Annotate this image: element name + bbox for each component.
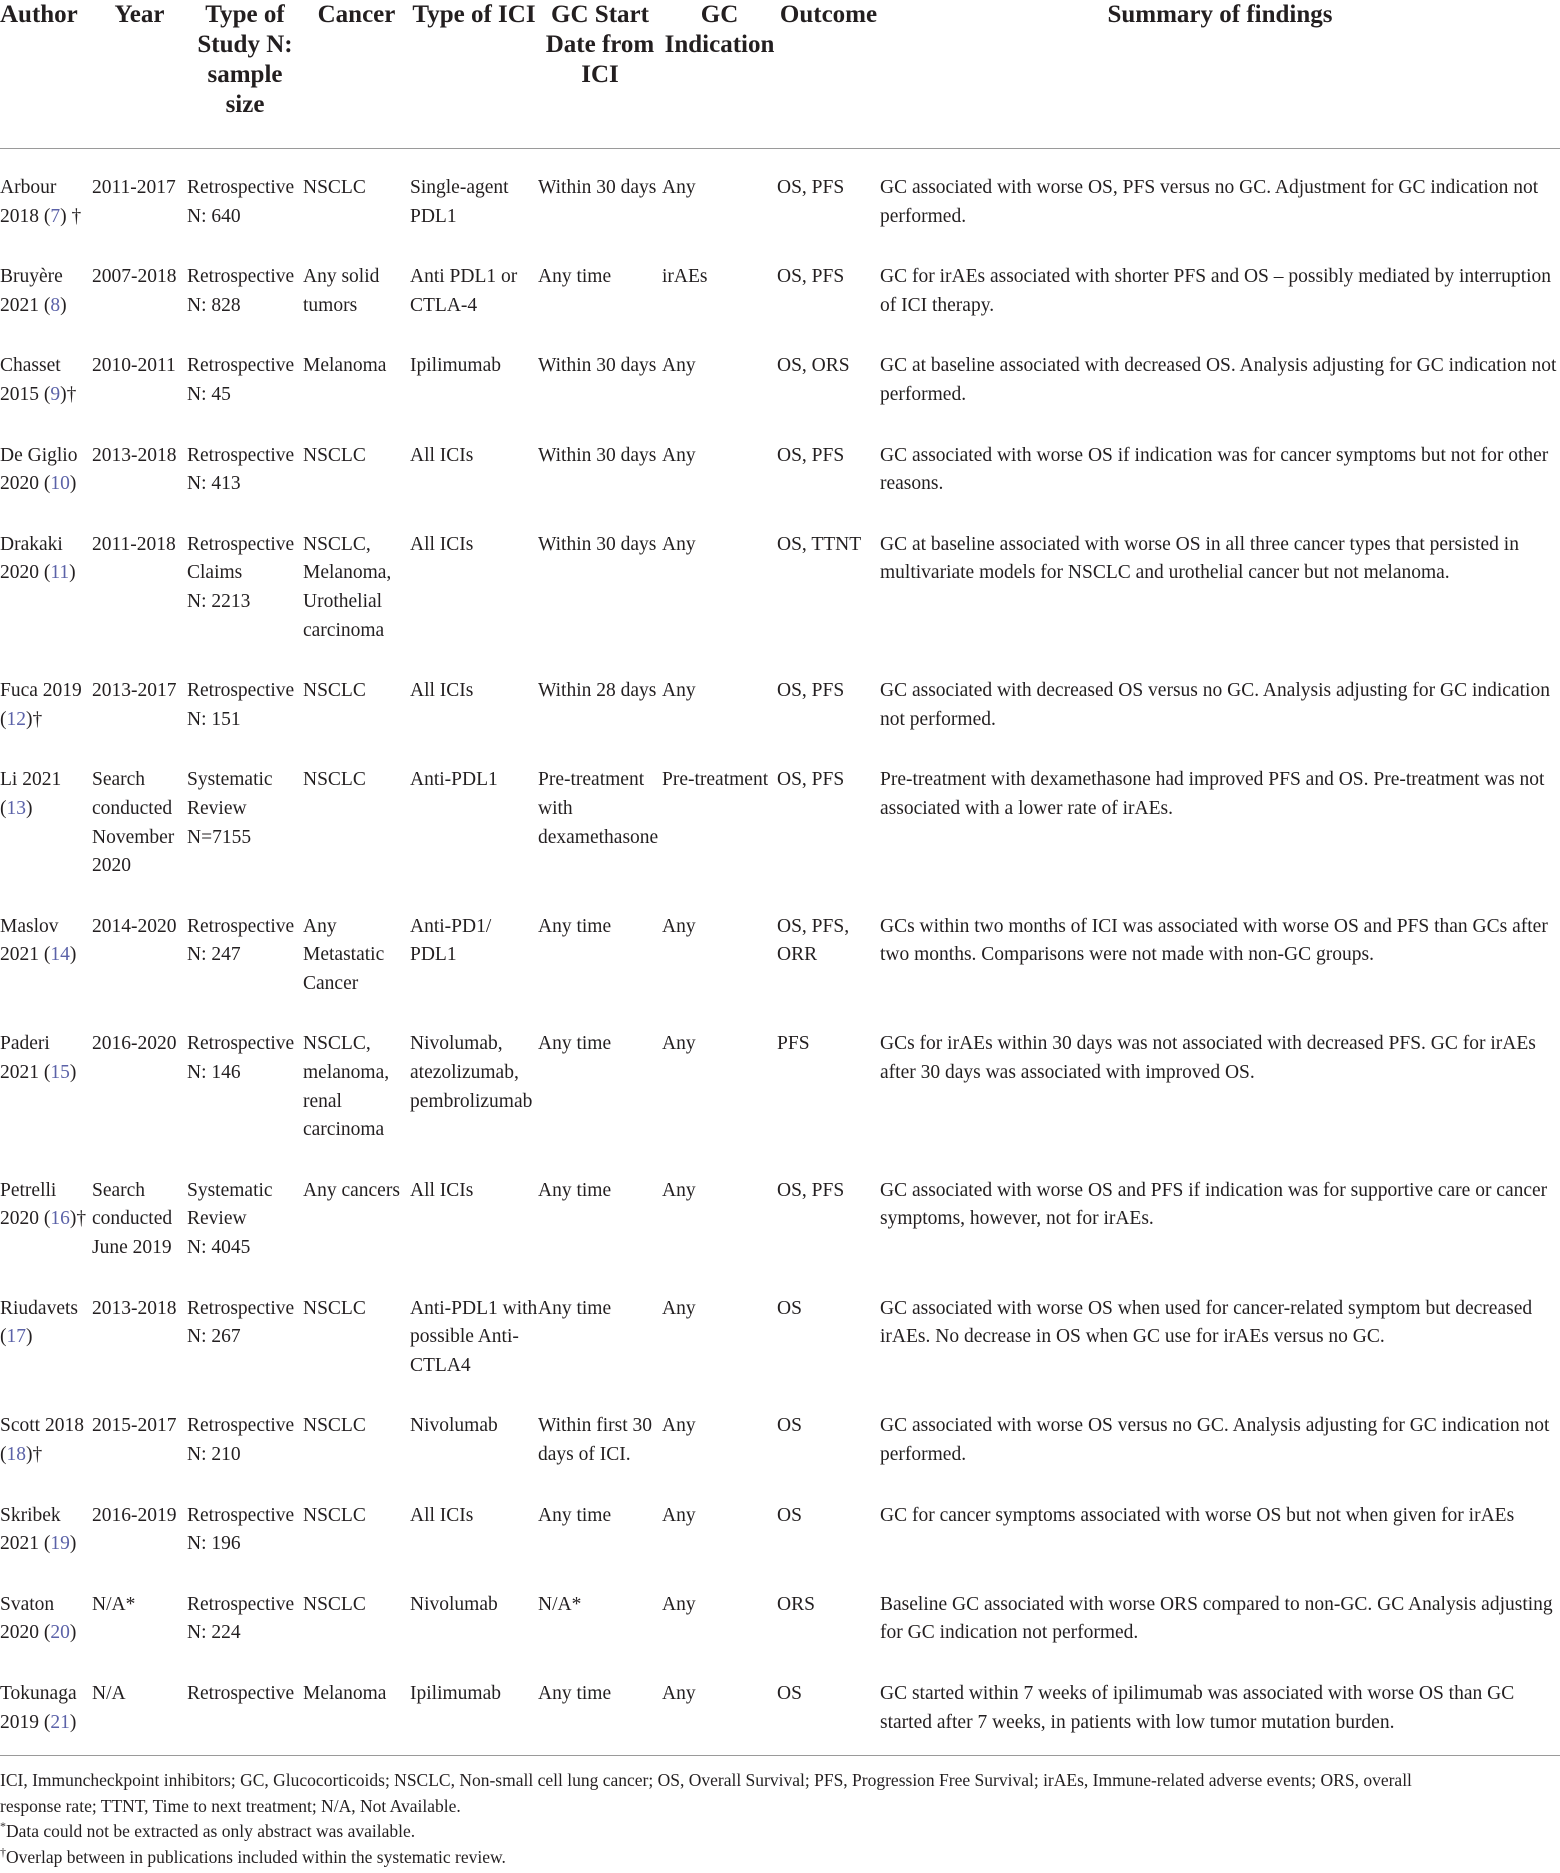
study-line: Retrospective xyxy=(187,177,295,198)
reference-link[interactable]: 8 xyxy=(50,294,61,316)
cell-year: N/A* xyxy=(92,1593,136,1615)
cell-ici: All ICIs xyxy=(410,1504,474,1526)
cell-start: Any time xyxy=(538,1682,612,1704)
reference-link[interactable]: 18 xyxy=(6,1444,26,1465)
cell-year: Search conducted June 2019 xyxy=(92,1179,173,1259)
footnote-dagger-text: Overlap between in publications included within the systematic review. xyxy=(6,1846,506,1867)
cell-study xyxy=(187,1155,303,1273)
cell-year: 2013-2018 xyxy=(92,444,177,466)
author-name: Arbour 2018 xyxy=(0,177,57,227)
author-name: Skribek 2021 xyxy=(0,1504,61,1555)
reference-link[interactable]: 20 xyxy=(50,1622,70,1644)
study-line: Retrospective xyxy=(187,1682,295,1704)
header-ici: Type of ICI xyxy=(412,1,536,28)
cell-cancer: NSCLC xyxy=(303,177,366,198)
cell-summary: GC for cancer symptoms associated with worse OS but not when given for irAEs xyxy=(880,1504,1515,1526)
cell-start: Within 30 days xyxy=(538,177,657,198)
star-mark: * xyxy=(0,1819,6,1834)
cell-cancer: NSCLC xyxy=(303,1593,366,1615)
cell-author: Tokunaga 2019 (21) xyxy=(0,1682,77,1733)
cell-indication: Any xyxy=(662,1504,696,1526)
reference-link[interactable]: 11 xyxy=(50,562,70,584)
reference-link[interactable]: 21 xyxy=(50,1711,70,1733)
overlap-mark: † xyxy=(66,383,77,405)
cell-start: Within 30 days xyxy=(538,444,657,466)
study-line: N: 146 xyxy=(187,1062,241,1084)
cell-indication: Any xyxy=(662,177,696,198)
cell-indication: Any xyxy=(662,355,696,377)
header-cancer: Cancer xyxy=(317,1,396,28)
footnotes xyxy=(0,1756,1460,1870)
reference-link[interactable]: 9 xyxy=(50,383,61,405)
cell-ici: Ipilimumab xyxy=(410,1682,501,1704)
cell-summary: GC for irAEs associated with shorter PFS and OS – possibly mediated by interruption of ICI therapy. xyxy=(880,266,1552,316)
study-line: Retrospective xyxy=(187,444,295,466)
cell-ici: Anti-PDL1 with possible Anti-CTLA4 xyxy=(410,1297,538,1376)
table-row xyxy=(0,1273,1560,1391)
reference-link[interactable]: 12 xyxy=(6,708,26,730)
cell-outcome: OS, PFS xyxy=(777,177,845,198)
cell-indication: Any xyxy=(662,1033,696,1055)
study-line: Retrospective xyxy=(187,680,295,702)
cell-indication: Any xyxy=(662,1415,696,1437)
overlap-mark: † xyxy=(32,708,43,730)
cell-start: Any time xyxy=(538,1504,612,1526)
cell-study xyxy=(187,1658,303,1756)
cell-author: Scott 2018 (18)† xyxy=(0,1415,84,1465)
cell-study xyxy=(187,744,303,890)
reference-link[interactable]: 10 xyxy=(50,473,70,495)
author-name: Riudavets xyxy=(0,1297,78,1319)
cell-summary: GCs for irAEs within 30 days was not associated with decreased PFS. GC for irAEs after 30 days was associated with improved OS. xyxy=(880,1033,1536,1084)
study-line: Retrospective xyxy=(187,1033,295,1055)
study-line: Retrospective xyxy=(187,1593,295,1615)
reference-link[interactable]: 16 xyxy=(50,1208,70,1230)
author-name: Scott 2018 xyxy=(0,1415,84,1437)
cell-study xyxy=(187,1273,303,1391)
author-name: Maslov 2021 xyxy=(0,915,59,966)
header-study: Type of Study N: sample size xyxy=(197,1,293,118)
author-name: Fuca 2019 xyxy=(0,680,82,702)
cell-indication: Pre-treatment xyxy=(662,769,769,791)
cell-year: 2016-2019 xyxy=(92,1504,177,1526)
cell-start: Any time xyxy=(538,915,612,937)
cell-year: 2011-2018 xyxy=(92,533,176,555)
cell-study xyxy=(187,891,303,1009)
cell-ici: Nivolumab, atezolizumab, pembrolizumab xyxy=(410,1033,533,1112)
cell-summary: GC associated with worse OS and PFS if indication was for supportive care or cancer symptoms, however, not for irAEs. xyxy=(880,1179,1548,1230)
cell-study xyxy=(187,420,303,509)
study-line: N: 413 xyxy=(187,473,241,495)
footnote-abbreviations: ICI, Immuncheckpoint inhibitors; GC, Glucocorticoids; NSCLC, Non-small cell lung cancer; OS, Overall Survival; PFS, Progression Free Survival; irAEs, Immune-related adverse events; ORS, overall response rate; TTNT, Time to next treatment; N/A, Not Available. xyxy=(0,1770,1412,1816)
cell-cancer: NSCLC, Melanoma, Urothelial carcinoma xyxy=(303,533,392,641)
cell-cancer: NSCLC xyxy=(303,769,366,791)
cell-ici: Ipilimumab xyxy=(410,355,501,377)
cell-cancer: NSCLC, melanoma, renal carcinoma xyxy=(303,1033,390,1141)
cell-cancer: Any cancers xyxy=(303,1179,400,1201)
cell-study xyxy=(187,1569,303,1658)
cell-author: De Giglio 2020 (10) xyxy=(0,444,78,495)
header-author: Author xyxy=(0,1,78,28)
table-row xyxy=(0,1569,1560,1658)
table-row xyxy=(0,1155,1560,1273)
author-name: De Giglio 2020 xyxy=(0,444,78,495)
cell-outcome: OS, PFS, ORR xyxy=(777,915,850,966)
cell-outcome: OS xyxy=(777,1682,802,1704)
table-row xyxy=(0,241,1560,330)
cell-cancer: NSCLC xyxy=(303,1297,366,1319)
cell-cancer: NSCLC xyxy=(303,1415,366,1437)
cell-author: Li 2021 (13) xyxy=(0,769,62,819)
cell-indication: Any xyxy=(662,680,696,702)
table-row xyxy=(0,149,1560,242)
study-line: N: 45 xyxy=(187,383,231,405)
cell-start: Within 28 days xyxy=(538,680,657,702)
cell-outcome: OS xyxy=(777,1297,802,1319)
cell-start: Any time xyxy=(538,1033,612,1055)
cell-indication: Any xyxy=(662,1297,696,1319)
study-line: N: 224 xyxy=(187,1622,241,1644)
cell-indication: Any xyxy=(662,1682,696,1704)
cell-start: N/A* xyxy=(538,1593,582,1615)
cell-author: Skribek 2021 (19) xyxy=(0,1504,77,1555)
cell-author: Paderi 2021 (15) xyxy=(0,1033,77,1084)
cell-outcome: OS, TTNT xyxy=(777,533,862,555)
study-line: Retrospective xyxy=(187,355,295,377)
cell-ici: Anti PDL1 or CTLA-4 xyxy=(410,266,518,316)
cell-study xyxy=(187,655,303,744)
cell-author: Riudavets (17) xyxy=(0,1297,78,1348)
cell-outcome: OS xyxy=(777,1504,802,1526)
study-line: Retrospective xyxy=(187,1504,295,1526)
cell-year: Search conducted November 2020 xyxy=(92,769,175,877)
cell-cancer: Any Metastatic Cancer xyxy=(303,915,385,994)
cell-cancer: NSCLC xyxy=(303,680,366,702)
cell-indication: Any xyxy=(662,1593,696,1615)
cell-summary: GC at baseline associated with worse OS in all three cancer types that persisted in multivariate models for NSCLC and urothelial cancer but not melanoma. xyxy=(880,533,1519,584)
author-name: Svaton 2020 xyxy=(0,1593,55,1644)
cell-outcome: OS, PFS xyxy=(777,266,845,288)
cell-ici: All ICIs xyxy=(410,444,474,466)
study-line: Systematic Review xyxy=(187,769,273,819)
reference-link[interactable]: 15 xyxy=(50,1062,70,1084)
cell-cancer: Melanoma xyxy=(303,355,387,377)
author-name: Drakaki 2020 xyxy=(0,533,63,584)
cell-year: 2015-2017 xyxy=(92,1415,177,1437)
cell-study xyxy=(187,1480,303,1569)
cell-summary: GC associated with worse OS versus no GC. Analysis adjusting for GC indication not performed. xyxy=(880,1415,1550,1465)
cell-summary: GCs within two months of ICI was associated with worse OS and PFS than GCs after two months. Comparisons were not made with non-GC groups. xyxy=(880,915,1548,966)
cell-study xyxy=(187,149,303,242)
cell-ici: Nivolumab xyxy=(410,1593,498,1615)
table-row xyxy=(0,1008,1560,1154)
table-row xyxy=(0,891,1560,1009)
header-summary: Summary of findings xyxy=(1107,1,1333,28)
study-line: N: 828 xyxy=(187,294,241,316)
study-line: N: 267 xyxy=(187,1326,241,1348)
table-row xyxy=(0,509,1560,655)
cell-study xyxy=(187,241,303,330)
cell-study xyxy=(187,1390,303,1479)
cell-year: 2011-2017 xyxy=(92,177,176,198)
cell-summary: GC associated with worse OS, PFS versus no GC. Adjustment for GC indication not performed. xyxy=(880,177,1539,227)
cell-outcome: OS, ORS xyxy=(777,355,850,377)
header-indication: GC Indication xyxy=(664,1,775,58)
cell-year: 2016-2020 xyxy=(92,1033,177,1055)
overlap-mark: † xyxy=(66,205,82,227)
reference-link[interactable]: 17 xyxy=(6,1326,26,1348)
cell-study xyxy=(187,330,303,419)
table-row xyxy=(0,1480,1560,1569)
table-row xyxy=(0,744,1560,890)
cell-ici: Nivolumab xyxy=(410,1415,498,1437)
cell-author: Maslov 2021 (14) xyxy=(0,915,77,966)
cell-year: 2007-2018 xyxy=(92,266,177,288)
cell-cancer: NSCLC xyxy=(303,444,366,466)
cell-study xyxy=(187,509,303,655)
author-name: Paderi 2021 xyxy=(0,1033,50,1084)
cell-indication: Any xyxy=(662,533,696,555)
header-outcome: Outcome xyxy=(779,1,878,28)
cell-ici: All ICIs xyxy=(410,680,474,702)
cell-outcome: OS, PFS xyxy=(777,1179,845,1201)
author-name: Chasset 2015 xyxy=(0,355,61,405)
reference-link[interactable]: 14 xyxy=(50,944,70,966)
footnote-star-text: Data could not be extracted as only abstract was available. xyxy=(6,1821,416,1842)
study-line: N: 210 xyxy=(187,1444,241,1465)
study-line: N: 640 xyxy=(187,205,241,227)
cell-author: Petrelli 2020 (16)† xyxy=(0,1179,87,1230)
cell-cancer: Melanoma xyxy=(303,1682,387,1704)
cell-indication: Any xyxy=(662,1179,696,1201)
cell-indication: Any xyxy=(662,915,696,937)
cell-outcome: OS, PFS xyxy=(777,680,845,702)
author-name: Petrelli 2020 xyxy=(0,1179,57,1230)
cell-year: 2014-2020 xyxy=(92,915,177,937)
table-row xyxy=(0,1390,1560,1479)
study-line: N: 2213 xyxy=(187,590,251,612)
header-start: GC Start Date from ICI xyxy=(545,1,655,88)
footnote-dagger xyxy=(0,1845,1460,1871)
cell-cancer: NSCLC xyxy=(303,1504,366,1526)
cell-author: Arbour 2018 (7) † xyxy=(0,177,82,227)
cell-year: 2013-2017 xyxy=(92,680,177,702)
cell-summary: GC associated with worse OS when used for cancer-related symptom but decreased irAEs. No decrease in OS when GC use for irAEs versus no GC. xyxy=(880,1297,1533,1348)
cell-start: Any time xyxy=(538,266,612,288)
cell-start: Pre-treatment with dexamethasone xyxy=(538,769,659,848)
cell-start: Any time xyxy=(538,1179,612,1201)
cell-study xyxy=(187,1008,303,1154)
cell-author: Drakaki 2020 (11) xyxy=(0,533,76,584)
cell-cancer: Any solid tumors xyxy=(303,266,380,316)
cell-author: Bruyère 2021 (8) xyxy=(0,266,67,316)
overlap-mark: † xyxy=(32,1444,43,1465)
study-line: N: 4045 xyxy=(187,1237,251,1259)
cell-outcome: OS, PFS xyxy=(777,769,845,791)
cell-ici: Single-agent PDL1 xyxy=(410,177,509,227)
cell-indication: irAEs xyxy=(662,266,708,288)
cell-author: Fuca 2019 (12)† xyxy=(0,680,82,730)
overlap-mark: † xyxy=(76,1208,87,1230)
author-name: Li 2021 xyxy=(0,769,62,791)
table-row xyxy=(0,655,1560,744)
table-row xyxy=(0,420,1560,509)
cell-outcome: PFS xyxy=(777,1033,810,1055)
author-name: Bruyère 2021 xyxy=(0,266,63,316)
cell-summary: GC started within 7 weeks of ipilimumab was associated with worse OS than GC started after 7 weeks, in patients with low tumor mutation burden. xyxy=(880,1682,1515,1733)
study-line: N: 196 xyxy=(187,1533,241,1555)
reference-link[interactable]: 13 xyxy=(6,797,26,819)
cell-year: 2013-2018 xyxy=(92,1297,177,1319)
footnote-star xyxy=(0,1819,1460,1845)
cell-start: Any time xyxy=(538,1297,612,1319)
cell-author: Svaton 2020 (20) xyxy=(0,1593,77,1644)
cell-year: N/A xyxy=(92,1682,126,1704)
table-row xyxy=(0,1658,1560,1756)
study-line: Retrospective xyxy=(187,266,295,288)
cell-ici: All ICIs xyxy=(410,533,474,555)
cell-start: Within 30 days xyxy=(538,355,657,377)
table-row xyxy=(0,330,1560,419)
cell-year: 2010-2011 xyxy=(92,355,176,377)
cell-indication: Any xyxy=(662,444,696,466)
header-year: Year xyxy=(114,1,165,28)
cell-ici: All ICIs xyxy=(410,1179,474,1201)
study-line: Retrospective Claims xyxy=(187,533,295,584)
header-row xyxy=(0,0,1560,149)
study-line: Retrospective xyxy=(187,1297,295,1319)
study-line: Retrospective xyxy=(187,915,295,937)
cell-outcome: OS, PFS xyxy=(777,444,845,466)
reference-link[interactable]: 7 xyxy=(50,205,61,227)
cell-summary: GC associated with decreased OS versus no GC. Analysis adjusting for GC indication not performed. xyxy=(880,680,1550,730)
cell-author: Chasset 2015 (9)† xyxy=(0,355,77,405)
author-name: Tokunaga 2019 xyxy=(0,1682,77,1733)
dagger-mark: † xyxy=(0,1844,6,1859)
cell-start: Within 30 days xyxy=(538,533,657,555)
study-line: N: 151 xyxy=(187,708,241,730)
reference-link[interactable]: 19 xyxy=(50,1533,70,1555)
cell-ici: Anti-PD1/ PDL1 xyxy=(410,915,492,966)
cell-ici: Anti-PDL1 xyxy=(410,769,498,791)
cell-outcome: OS xyxy=(777,1415,802,1437)
study-line: N=7155 xyxy=(187,826,252,848)
cell-summary: GC at baseline associated with decreased OS. Analysis adjusting for GC indication not performed. xyxy=(880,355,1557,405)
cell-start: Within first 30 days of ICI. xyxy=(538,1415,653,1465)
study-line: Systematic Review xyxy=(187,1179,273,1230)
cell-summary: Baseline GC associated with worse ORS compared to non-GC. GC Analysis adjusting for GC indication not performed. xyxy=(880,1593,1553,1644)
study-line: N: 247 xyxy=(187,944,241,966)
cell-summary: GC associated with worse OS if indication was for cancer symptoms but not for other reasons. xyxy=(880,444,1549,495)
cell-outcome: ORS xyxy=(777,1593,815,1615)
cell-summary: Pre-treatment with dexamethasone had improved PFS and OS. Pre-treatment was not associated with a lower rate of irAEs. xyxy=(880,769,1545,819)
study-line: Retrospective xyxy=(187,1415,295,1437)
